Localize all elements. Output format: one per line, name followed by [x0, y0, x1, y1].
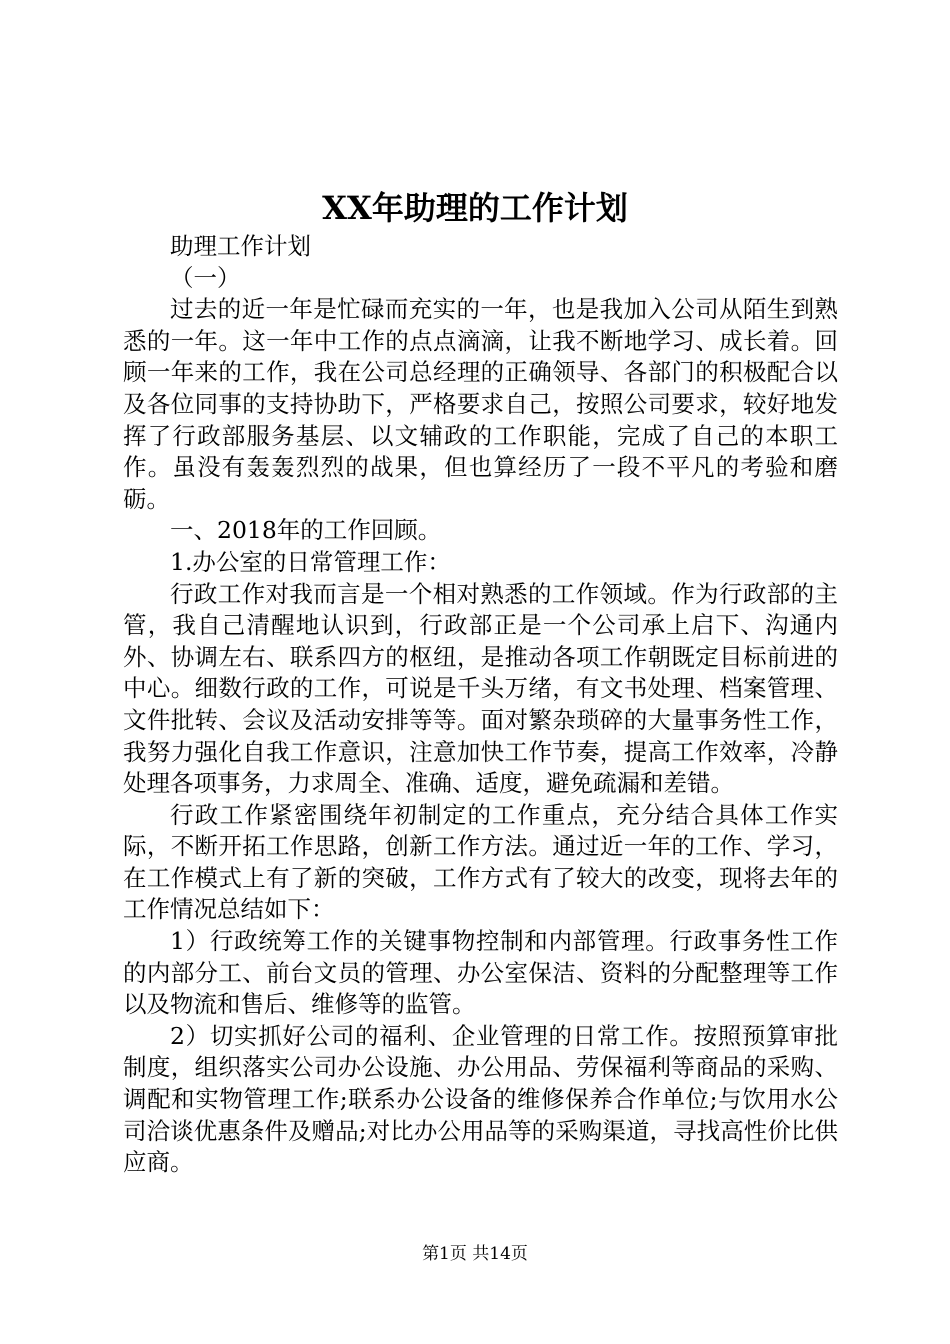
paragraph-item-1: 1）行政统筹工作的关键事物控制和内部管理。行政事务性工作的内部分工、前台文员的管理、办公室保洁、资料的分配整理等工作以及物流和售后、维修等的监管。	[123, 927, 838, 1019]
page-footer: 第1页 共14页	[422, 1244, 528, 1264]
paragraph-item-2: 2）切实抓好公司的福利、企业管理的日常工作。按照预算审批制度，组织落实公司办公设施、办公用品、劳保福利等商品的采购、调配和实物管理工作;联系办公设备的维修保养合作单位;与饮用水公司洽谈优惠条件及赠品;对比办公用品等的采购渠道，寻找高性价比供应商。	[123, 1021, 838, 1177]
paragraph-intro: 过去的近一年是忙碌而充实的一年，也是我加入公司从陌生到熟悉的一年。这一年中工作的点点滴滴，让我不断地学习、成长着。回顾一年来的工作，我在公司总经理的正确领导、各部门的积极配合以及各位同事的支持协助下，严格要求自己，按照公司要求，较好地发挥了行政部服务基层、以文辅政的工作职能，完成了自己的本职工作。虽没有轰轰烈烈的战果，但也算经历了一段不平凡的考验和磨砺。	[123, 295, 838, 513]
paragraph-heading-office: 1.办公室的日常管理工作：	[170, 547, 451, 576]
document-title: XX年助理的工作计划	[322, 189, 628, 227]
document-body	[123, 231, 838, 1179]
paragraph-heading-review: 一、2018年的工作回顾。	[170, 516, 442, 545]
paragraph-subtitle: 助理工作计划	[170, 232, 311, 260]
paragraph-section-marker: （一）	[170, 263, 241, 292]
paragraph-admin-focus: 行政工作紧密围绕年初制定的工作重点，充分结合具体工作实际，不断开拓工作思路，创新工作方法。通过近一年的工作、学习，在工作模式上有了新的突破，工作方式有了较大的改变，现将去年的工作情况总结如下：	[123, 800, 838, 924]
paragraph-admin-work: 行政工作对我而言是一个相对熟悉的工作领域。作为行政部的主管，我自己清醒地认识到，行政部正是一个公司承上启下、沟通内外、协调左右、联系四方的枢纽，是推动各项工作朝既定目标前进的中心。细数行政的工作，可说是千头万绪，有文书处理、档案管理、文件批转、会议及活动安排等等。面对繁杂琐碎的大量事务性工作，我努力强化自我工作意识，注意加快工作节奏，提高工作效率，冷静处理各项事务，力求周全、准确、适度，避免疏漏和差错。	[123, 579, 838, 798]
